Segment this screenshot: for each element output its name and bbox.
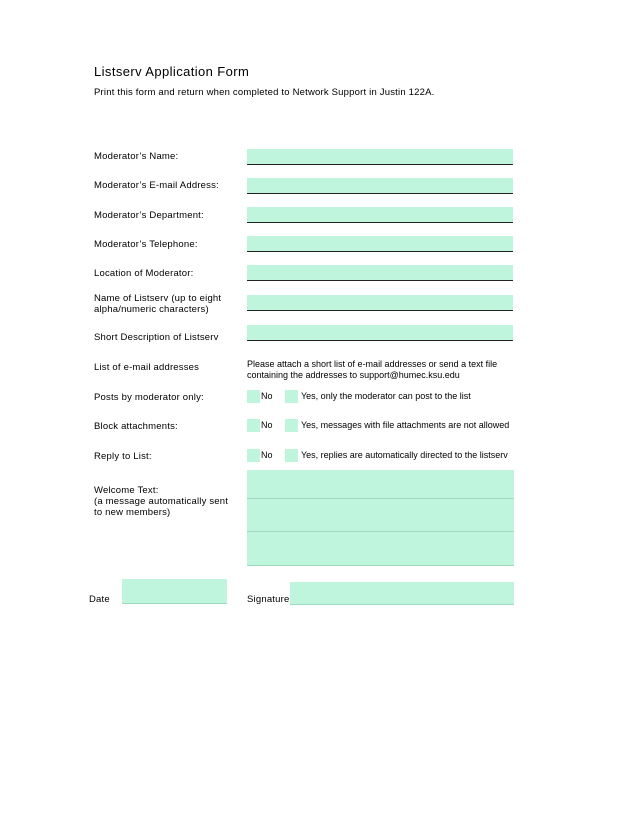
listserv-name-label [94, 293, 221, 315]
date-label: Date [89, 594, 110, 605]
block-attachments-label: Block attachments: [94, 421, 178, 432]
signature-field[interactable] [290, 582, 514, 605]
reply-yes-checkbox[interactable] [285, 449, 298, 462]
attachments-no-checkbox[interactable] [247, 419, 260, 432]
welcome-text-line [247, 531, 514, 532]
moderator-email-field[interactable] [247, 178, 513, 194]
moderator-name-field[interactable] [247, 149, 513, 165]
listserv-name-label-line1: Name of Listserv (up to eight [94, 293, 222, 304]
form-instructions: Print this form and return when completed to Network Support in Justin 122A. [94, 87, 435, 98]
attachments-yes-checkbox[interactable] [285, 419, 298, 432]
posts-no-checkbox[interactable] [247, 390, 260, 403]
reply-to-list-label: Reply to List: [94, 451, 152, 462]
email-list-label: List of e-mail addresses [94, 362, 200, 373]
posts-no-label: No [261, 391, 273, 401]
short-description-field[interactable] [247, 325, 513, 341]
posts-moderator-label: Posts by moderator only: [94, 392, 204, 403]
signature-label: Signature [247, 594, 290, 605]
email-list-note-line1: Please attach a short list of e-mail addresses or send a text file [247, 359, 498, 369]
email-list-note [247, 359, 527, 381]
attachments-no-label: No [261, 420, 273, 430]
welcome-text-line [247, 565, 514, 566]
moderator-email-label: Moderator’s E-mail Address: [94, 180, 219, 191]
moderator-location-label: Location of Moderator: [94, 268, 194, 279]
form-title: Listserv Application Form [94, 64, 250, 79]
welcome-text-label-line2: (a message automatically sent [94, 496, 229, 507]
attachments-yes-label: Yes, messages with file attachments are not allowed [301, 420, 510, 430]
welcome-text-area[interactable] [247, 470, 514, 566]
welcome-text-label-line1: Welcome Text: [94, 485, 159, 496]
email-list-note-line2: containing the addresses to support@humec.ksu.edu [247, 370, 460, 380]
reply-no-checkbox[interactable] [247, 449, 260, 462]
moderator-department-label: Moderator’s Department: [94, 210, 204, 221]
moderator-location-field[interactable] [247, 265, 513, 281]
date-field[interactable] [122, 579, 227, 604]
welcome-text-label [94, 485, 228, 518]
reply-no-label: No [261, 450, 273, 460]
listserv-name-label-line2: alpha/numeric characters) [94, 304, 209, 315]
welcome-text-label-line3: to new members) [94, 507, 171, 518]
posts-yes-checkbox[interactable] [285, 390, 298, 403]
posts-yes-label: Yes, only the moderator can post to the list [301, 391, 471, 401]
moderator-name-label: Moderator’s Name: [94, 151, 179, 162]
listserv-name-field[interactable] [247, 295, 513, 311]
moderator-department-field[interactable] [247, 207, 513, 223]
short-description-label: Short Description of Listserv [94, 332, 219, 343]
moderator-telephone-label: Moderator’s Telephone: [94, 239, 198, 250]
welcome-text-line [247, 498, 514, 499]
reply-yes-label: Yes, replies are automatically directed to the listserv [301, 450, 508, 460]
moderator-telephone-field[interactable] [247, 236, 513, 252]
